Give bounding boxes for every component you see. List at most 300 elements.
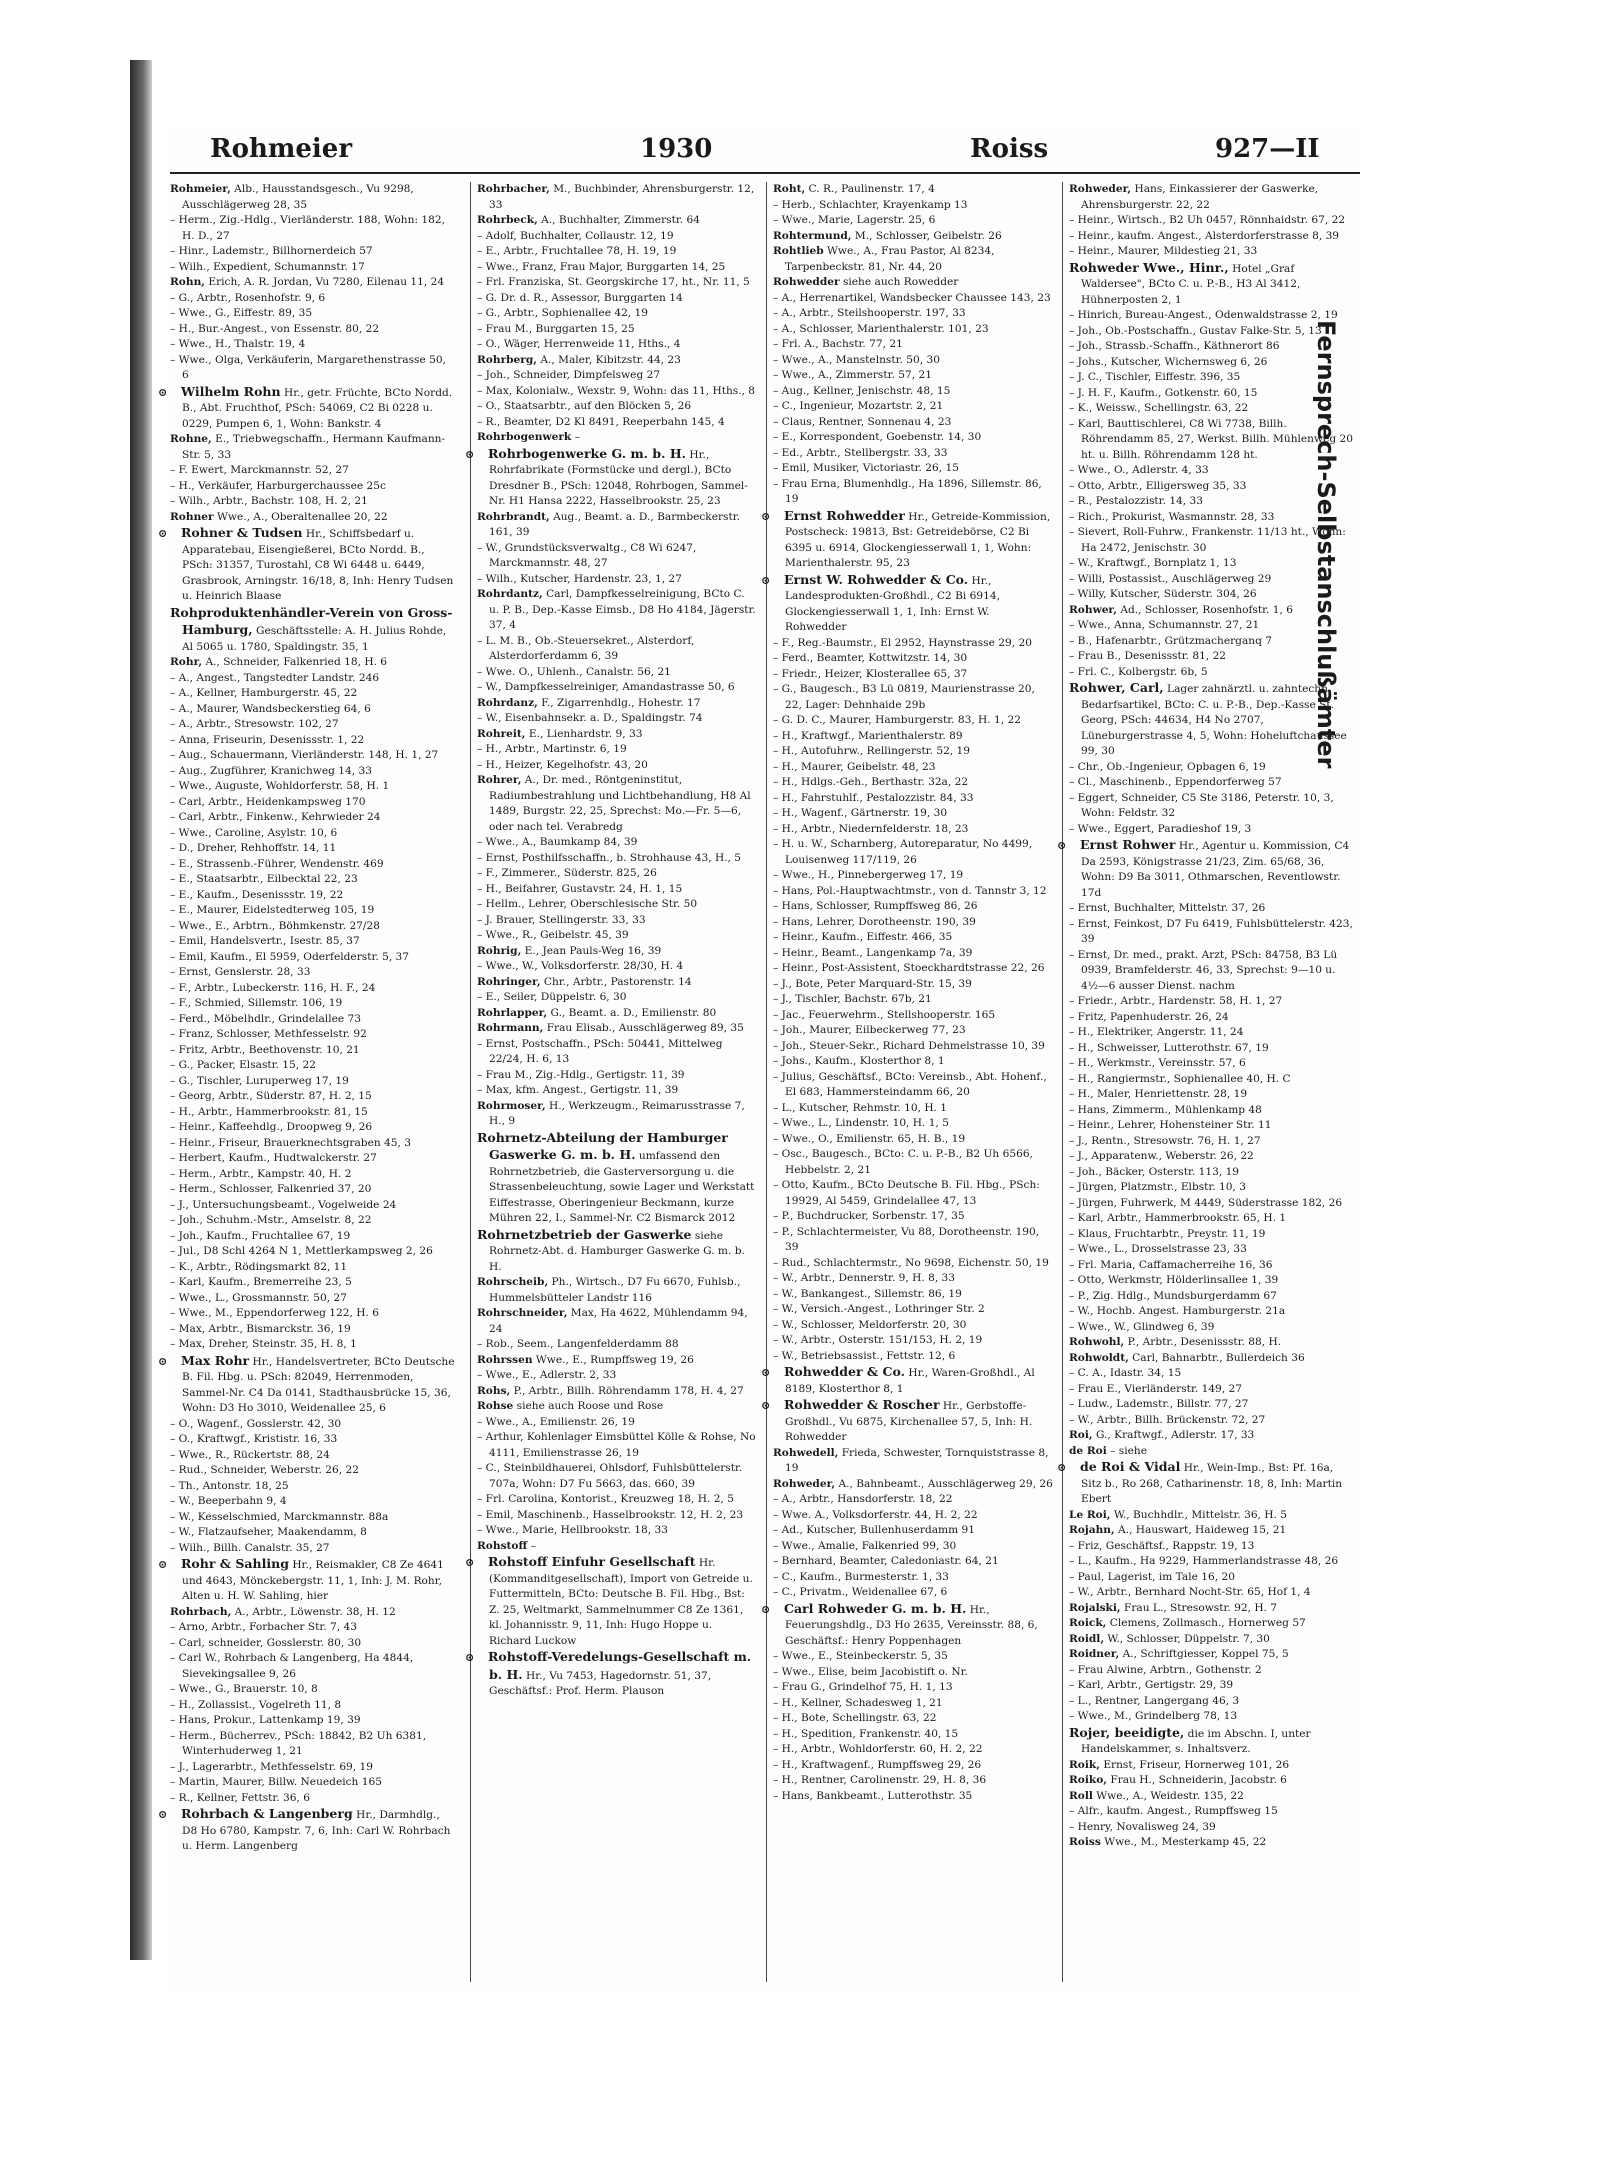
entry-details: Erich, A. R. Jordan, Vu 7280, Eilenau 11, 24 — [208, 276, 445, 288]
entry-details: – H., Maler, Henriettenstr. 28, 19 — [1069, 1088, 1248, 1100]
directory-entry — [773, 461, 1053, 477]
entry-details: – siehe — [1110, 1444, 1147, 1457]
entry-details: – Paul, Lagerist, im Tale 16, 20 — [1069, 1570, 1235, 1583]
directory-entry — [1069, 182, 1355, 213]
directory-entry — [773, 1271, 1053, 1287]
directory-entry — [773, 1585, 1053, 1601]
entry-details: – Georg, Arbtr., Süderstr. 87, H. 2, 15 — [170, 1090, 372, 1102]
directory-entry — [773, 1008, 1053, 1024]
entry-details: – L., Rentner, Langergang 46, 3 — [1069, 1694, 1240, 1707]
entry-details: – Wwe., L., Lindenstr. 10, H. 1, 5 — [773, 1117, 949, 1129]
directory-entry — [761, 1397, 1053, 1446]
directory-entry — [170, 1791, 456, 1807]
directory-entry — [170, 903, 456, 919]
directory-entry — [773, 868, 1053, 884]
entry-details: – Anna, Friseurin, Desenissstr. 1, 22 — [170, 733, 365, 746]
entry-details: – Otto, Kaufm., BCto Deutsche B. Fil. Hbg., PSch: 19929, Al 5459, Grindelallee 47, 13 — [773, 1179, 1040, 1207]
entry-details: – W., Betriebsassist., Fettstr. 12, 6 — [773, 1349, 956, 1362]
entry-details: – H., Autofuhrw., Rellingerstr. 52, 19 — [773, 745, 971, 757]
entry-name: Rohrbogenwerke G. m. b. H. — [488, 445, 686, 461]
entry-details: umfassend den Rohrnetzbetrieb, die Gasterversorgung u. die Strassenbeleuchtung, sowie Lager und Werkstatt Eiffestrasse, Oberingenieur Beckmann, kurze Mühren 22, I., Sammel-Nr. C2 Bismarck 2012 — [489, 1150, 755, 1224]
entry-details: – Heinr., Kaffeehdlg., Droopweg 9, 26 — [170, 1121, 373, 1133]
entry-details: – Wilh., Billh. Canalstr. 35, 27 — [170, 1541, 330, 1554]
directory-entry — [477, 959, 757, 975]
entry-details: – Max, kfm. Angest., Gertigstr. 11, 39 — [477, 1084, 679, 1096]
entry-details: – Ernst, Dr. med., prakt. Arzt, PSch: 84758, B3 Lü 0939, Bramfelderstr. 46, 33, Sprechst: 9—10 u. 4½—6 ausser Dienst. nachm — [1069, 948, 1338, 992]
directory-entry — [477, 758, 757, 774]
entry-details: – G., Tischler, Luruperweg 17, 19 — [170, 1074, 349, 1087]
directory-entry — [477, 866, 757, 882]
entry-details: A., Arbtr., Löwenstr. 38, H. 12 — [234, 1605, 396, 1618]
directory-entry — [477, 665, 757, 681]
entry-details: – Hans, Prokur., Lattenkamp 19, 39 — [170, 1714, 361, 1726]
entry-name: Rohmeier, — [170, 183, 231, 195]
entry-details: – Wwe., E., Arbtrn., Böhmkenstr. 27/28 — [170, 919, 380, 932]
entry-details: Ad., Schlosser, Rosenhofstr. 1, 6 — [1120, 603, 1293, 616]
directory-entry — [477, 1399, 757, 1415]
entry-details: – Herm., Zig.-Hdlg., Vierländerstr. 188, Wohn: 182, H. D., 27 — [170, 214, 445, 242]
directory-entry — [773, 1209, 1053, 1225]
entry-details: – J., Bote, Peter Marquard-Str. 15, 39 — [773, 977, 972, 990]
directory-entry — [773, 822, 1053, 838]
entry-details: – H., Hdlgs.-Geh., Berthastr. 32a, 22 — [773, 776, 969, 788]
entry-details: Chr., Arbtr., Pastorenstr. 14 — [543, 975, 692, 988]
directory-entry — [773, 651, 1053, 667]
directory-entry — [170, 1306, 456, 1322]
directory-entry — [170, 479, 456, 495]
entry-details: – C., Steinbildhauerei, Ohlsdorf, Fuhlsbüttelerstr. 707a, Wohn: D7 Fu 5663, das. 660, 39 — [477, 1462, 743, 1490]
directory-entry — [170, 1479, 456, 1495]
entry-details: Alb., Hausstandsgesch., Vu 9298, Ausschlägerweg 28, 35 — [182, 183, 414, 211]
entry-details: – Wwe., L., Drosselstrasse 23, 33 — [1069, 1243, 1247, 1255]
entry-details: E., Lienhardstr. 9, 33 — [528, 727, 643, 740]
entry-details: – F. Ewert, Marckmannstr. 52, 27 — [170, 464, 349, 476]
entry-name: Roidner, — [1069, 1648, 1120, 1660]
entry-details: Hr., Agentur u. Kommission, C4 Da 2593, Königstrasse 21/23, Zim. 65/68, 36, Wohn: D9 Ba 3011, Othmarschen, Reventlowstr. 17d — [1081, 840, 1350, 899]
entry-name: Rohrer, — [477, 774, 522, 786]
directory-entry — [773, 806, 1053, 822]
entry-name: Rohne, — [170, 433, 212, 445]
entry-name: Rohrmoser, — [477, 1099, 546, 1112]
entry-details: – Adolf, Buchhalter, Collaustr. 12, 19 — [477, 229, 674, 242]
entry-details: – Frau M., Zig.-Hdlg., Gertigstr. 11, 39 — [477, 1068, 685, 1081]
entry-details: – Hinr., Lademstr., Billhornerdeich 57 — [170, 245, 373, 257]
directory-entry — [773, 1070, 1053, 1101]
directory-entry — [1069, 1773, 1355, 1789]
entry-details: – Karl, Arbtr., Hammerbrookstr. 65, H. 1 — [1069, 1212, 1287, 1224]
directory-entry — [170, 1291, 456, 1307]
entry-name: Rohrbach, — [170, 1605, 232, 1618]
entry-details: – H., Arbtr., Hammerbrookstr. 81, 15 — [170, 1105, 368, 1118]
directory-entry — [773, 1773, 1053, 1789]
entry-details: – J. H. F., Kaufm., Gotkenstr. 60, 15 — [1069, 386, 1258, 399]
entry-details: – Joh., Kaufm., Fruchtallee 67, 19 — [170, 1229, 351, 1242]
entry-details: – Heinr., Friseur, Brauerknechtsgraben 45, 3 — [170, 1136, 411, 1149]
directory-entry — [773, 275, 1053, 291]
directory-entry — [773, 837, 1053, 868]
entry-details: siehe Rohrnetz-Abt. d. Hamburger Gaswerke G. m. b. H. — [489, 1229, 745, 1273]
entry-name: Rohner & Tudsen — [181, 525, 303, 540]
directory-entry — [170, 1275, 456, 1291]
entry-details: – H., Kraftwgf., Marienthalerstr. 89 — [773, 729, 963, 742]
entry-name: Rohs, — [477, 1384, 511, 1397]
directory-entry — [170, 981, 456, 997]
entry-details: – Chr., Ob.-Ingenieur, Opbagen 6, 19 — [1069, 760, 1266, 773]
directory-entry — [1069, 213, 1355, 229]
directory-entry — [477, 1021, 757, 1037]
directory-entry — [477, 1368, 757, 1384]
directory-page — [158, 130, 1360, 1990]
entry-details: – Ernst, Feinkost, D7 Fu 6419, Fuhlsbüttelerstr. 423, 39 — [1069, 917, 1353, 945]
directory-entry — [477, 415, 757, 431]
directory-entry — [773, 977, 1053, 993]
entry-details: – Rud., Schneider, Weberstr. 26, 22 — [170, 1464, 359, 1476]
entry-details: – Herm., Schlosser, Falkenried 37, 20 — [170, 1183, 372, 1195]
entry-name: Roi, — [1069, 1429, 1093, 1441]
entry-name: Roick, — [1069, 1617, 1107, 1629]
entry-details: – Joh., Maurer, Eilbeckerweg 77, 23 — [773, 1024, 966, 1036]
directory-entry — [170, 1463, 456, 1479]
entry-name: Rohstoff Einfuhr Gesellschaft — [488, 1554, 696, 1569]
entry-name: Rohwohl, — [1069, 1336, 1125, 1348]
entry-details: – Ernst, Genslerstr. 28, 33 — [170, 966, 311, 978]
entry-details: – Otto, Arbtr., Elligersweg 35, 33 — [1069, 479, 1247, 492]
directory-entry — [477, 244, 757, 260]
directory-entry — [477, 897, 757, 913]
entry-details: – Otto, Werkmstr, Hölderlinsallee 1, 39 — [1069, 1274, 1279, 1286]
directory-entry — [773, 1446, 1053, 1477]
header-year: 1930 — [640, 134, 713, 164]
entry-details: – Klaus, Fruchtarbtr., Preystr. 11, 19 — [1069, 1227, 1266, 1240]
directory-entry — [773, 1492, 1053, 1508]
entry-details: – Hans, Pol.-Hauptwachtmstr., von d. Tannstr 3, 12 — [773, 884, 1047, 897]
entry-details: – Heinr., Post-Assistent, Stoeckhardtstrasse 22, 26 — [773, 962, 1045, 974]
entry-details: – F., Arbtr., Lubeckerstr. 116, H. F., 24 — [170, 981, 376, 994]
entry-details: – Karl, Bauttischlerei, C8 Wi 7738, Billh. Röhrendamm 85, 27, Werkst. Billh. Mühlenweg 20 ht. u. Billh. Röhrendamm 128 ht. — [1069, 417, 1353, 461]
entry-details: F., Zigarrenhdlg., Hohestr. 17 — [541, 696, 701, 709]
entry-details: – J. C., Tischler, Eiffestr. 396, 35 — [1069, 371, 1241, 383]
directory-entry — [761, 571, 1053, 636]
entry-details: – Aug., Schauermann, Vierländerstr. 148, H. 1, 27 — [170, 749, 439, 761]
entry-details: – C., Privatm., Weidenallee 67, 6 — [773, 1586, 948, 1598]
entry-name: Rohrbeck, — [477, 214, 538, 226]
directory-entry — [170, 1775, 456, 1791]
side-strip-title: Fernsprech-Selbstanschlußämter — [1312, 320, 1340, 769]
entry-details: – W., Kesselschmied, Marckmannstr. 88a — [170, 1510, 389, 1523]
entry-details: – Osc., Baugesch., BCto: C. u. P.-B., B2 Uh 6566, Hebbelstr. 2, 21 — [773, 1148, 1033, 1176]
entry-details: – Arno, Arbtr., Forbacher Str. 7, 43 — [170, 1621, 357, 1633]
entry-details: – L., Kutscher, Rehmstr. 10, H. 1 — [773, 1101, 948, 1114]
directory-entry — [170, 494, 456, 510]
entry-details: – G. D. C., Maurer, Hamburgerstr. 83, H. 1, 22 — [773, 714, 1021, 726]
entry-details: – Emil, Musiker, Victoriastr. 26, 15 — [773, 462, 959, 474]
phone-marker-icon: ⊙ — [465, 447, 475, 461]
entry-details: Ph., Wirtsch., D7 Fu 6670, Fuhlsb., Hummelsbütteler Landstr 116 — [489, 1276, 741, 1304]
directory-entry — [1069, 1804, 1355, 1820]
entry-details: P., Arbtr., Desenissstr. 88, H. — [1127, 1336, 1282, 1348]
scan-binding-edge — [130, 60, 152, 1960]
entry-details: – Carl, Arbtr., Heidenkampsweg 170 — [170, 795, 366, 808]
entry-details: – Ernst, Postschaffn., PSch: 50441, Mittelweg 22/24, H. 6, 13 — [477, 1037, 723, 1065]
entry-details: – Jul., D8 Schl 4264 N 1, Mettlerkampsweg 2, 26 — [170, 1245, 433, 1257]
entry-details: – — [530, 1539, 536, 1552]
entry-details: – Rob., Seem., Langenfelderdamm 88 — [477, 1338, 679, 1350]
entry-details: – Bernhard, Beamter, Caledoniastr. 64, 21 — [773, 1555, 999, 1567]
directory-entry — [477, 572, 757, 588]
entry-details: – Heinr., Maurer, Mildestieg 21, 33 — [1069, 245, 1258, 257]
entry-details: – Wwe., E., Steinbeckerstr. 5, 35 — [773, 1650, 948, 1662]
entry-details: – H., Elektriker, Angerstr. 11, 24 — [1069, 1026, 1244, 1038]
directory-entry — [170, 1089, 456, 1105]
directory-entry — [170, 1337, 456, 1353]
entry-name: Roll — [1069, 1789, 1093, 1802]
directory-entry — [170, 463, 456, 479]
directory-entry — [477, 975, 757, 991]
directory-entry — [477, 696, 757, 712]
entry-details: – E., Seiler, Düppelstr. 6, 30 — [477, 991, 627, 1003]
directory-entry — [477, 1492, 757, 1508]
entry-details: – Wwe., W., Glindweg 6, 39 — [1069, 1320, 1215, 1333]
entry-name: Rohrbrandt, — [477, 510, 550, 523]
directory-entry — [170, 1182, 456, 1198]
entry-details: – W., Versich.-Angest., Lothringer Str. 2 — [773, 1303, 985, 1315]
directory-entry — [1069, 1725, 1355, 1758]
directory-entry — [170, 1541, 456, 1557]
entry-name: Rohwedder & Roscher — [784, 1397, 940, 1412]
directory-entry — [477, 430, 757, 446]
entry-details: Hr., Feuerungshdlg., D3 Ho 2635, Vereinsstr. 88, 6, Geschäftsf.: Henry Poppenhagen — [785, 1603, 1038, 1647]
entry-details: – Claus, Rentner, Sonnenau 4, 23 — [773, 415, 952, 428]
directory-entry — [773, 636, 1053, 652]
entry-details: – Herbert, Kaufm., Hudtwalckerstr. 27 — [170, 1152, 377, 1164]
entry-name: Rohwer, — [1069, 603, 1117, 616]
entry-details: – P., Buchdrucker, Sorbenstr. 17, 35 — [773, 1210, 965, 1222]
directory-entry — [477, 634, 757, 665]
phone-marker-icon: ⊙ — [761, 1602, 771, 1616]
phone-marker-icon: ⊙ — [1057, 839, 1067, 852]
entry-name: Roiko, — [1069, 1774, 1107, 1786]
entry-name: Carl Rohweder G. m. b. H. — [784, 1600, 967, 1616]
directory-entry — [170, 1027, 456, 1043]
entry-name: Rohrdantz, — [477, 588, 543, 600]
entry-details: – Wwe., Caroline, Asylstr. 10, 6 — [170, 826, 338, 839]
entry-details: – Wwe., G., Brauerstr. 10, 8 — [170, 1683, 318, 1695]
entry-name: Rohrschneider, — [477, 1307, 568, 1319]
entry-name: Rohreit, — [477, 727, 526, 740]
directory-entry — [773, 682, 1053, 713]
directory-entry — [170, 1417, 456, 1433]
directory-entry — [773, 713, 1053, 729]
entry-details: Wwe., M., Mesterkamp 45, 22 — [1104, 1836, 1267, 1848]
directory-entry — [170, 1167, 456, 1183]
entry-details: – Wwe., Eggert, Paradieshof 19, 3 — [1069, 822, 1252, 835]
directory-entry — [170, 655, 456, 671]
directory-entry — [170, 1229, 456, 1245]
entry-details: – Friz, Geschäftsf., Rappstr. 19, 13 — [1069, 1539, 1255, 1552]
entry-details: – Franz, Schlosser, Methfesselstr. 92 — [170, 1028, 367, 1040]
entry-details: Hr., getr. Früchte, BCto Nordd. B., Abt. Fruchthof, PSch: 54069, C2 Bi 0228 u. 0229, Pumpen 6, 1, Wohn: Bankstr. 4 — [182, 386, 453, 430]
directory-entry — [170, 764, 456, 780]
directory-entry — [773, 1554, 1053, 1570]
directory-entry — [773, 1349, 1053, 1365]
directory-entry — [170, 353, 456, 384]
entry-name: Ernst W. Rohwedder & Co. — [784, 571, 969, 587]
directory-entry — [477, 1099, 757, 1130]
entry-details: – A., Arbtr., Hansdorferstr. 18, 22 — [773, 1493, 953, 1505]
entry-details: – Herb., Schlachter, Krayenkamp 13 — [773, 198, 968, 211]
entry-details: Hr., Landesprodukten-Großhdl., C2 Bi 6914, Glockengiesserwall 1, 1, Inh: Ernst W. Rohwedder — [785, 574, 1000, 633]
entry-details: – Wwe., Marie, Lagerstr. 25, 6 — [773, 214, 936, 226]
directory-entry — [773, 775, 1053, 791]
directory-entry — [773, 1539, 1053, 1555]
directory-entry — [170, 795, 456, 811]
entry-details: – W., Arbtr., Bernhard Nocht-Str. 65, Hof 1, 4 — [1069, 1586, 1311, 1598]
directory-entry — [477, 510, 757, 541]
entry-details: – H., Rentner, Carolinenstr. 29, H. 8, 36 — [773, 1774, 987, 1786]
directory-column-3 — [761, 182, 1053, 1982]
entry-details: – W., Schlosser, Meldorferstr. 20, 30 — [773, 1318, 967, 1331]
entry-details: – Ferd., Möbelhdlr., Grindelallee 73 — [170, 1012, 361, 1025]
directory-entry — [773, 1101, 1053, 1117]
entry-details: – Frl. C., Kolbergstr. 6b, 5 — [1069, 665, 1208, 678]
entry-name: Rohrberg, — [477, 353, 537, 366]
directory-entry — [477, 399, 757, 415]
directory-entry — [773, 1039, 1053, 1055]
entry-details: – H., Kraftwagenf., Rumpffsweg 29, 26 — [773, 1758, 982, 1771]
entry-name: de Roi & Vidal — [1080, 1459, 1181, 1474]
directory-entry — [477, 913, 757, 929]
entry-name: Rohrig, — [477, 944, 522, 957]
entry-details: – H., Schweisser, Lutterothstr. 67, 19 — [1069, 1041, 1269, 1054]
entry-details: – W., Hochb. Angest. Hamburgerstr. 21a — [1069, 1305, 1286, 1317]
entry-name: Rohweder Wwe., Hinr., — [1069, 259, 1229, 275]
directory-entry — [477, 213, 757, 229]
directory-entry — [773, 182, 1053, 198]
entry-details: – Wilh., Expedient, Schumannstr. 17 — [170, 260, 365, 273]
entry-details: – G., Packer, Elsastr. 15, 22 — [170, 1059, 316, 1071]
entry-details: – F., Schmied, Sillemstr. 106, 19 — [170, 997, 343, 1009]
entry-details: – Karl, Arbtr., Gertigstr. 29, 39 — [1069, 1679, 1234, 1691]
entry-details: – Wwe., A., Manstelnstr. 50, 30 — [773, 353, 940, 366]
entry-name: Rohstoff — [477, 1539, 528, 1552]
entry-details: – G., Arbtr., Sophienallee 42, 19 — [477, 307, 649, 319]
entry-details: – H., Fahrstuhlf., Pestalozzistr. 84, 33 — [773, 791, 974, 804]
directory-entry — [477, 368, 757, 384]
entry-details: W., Schlosser, Düppelstr. 7, 30 — [1107, 1632, 1270, 1645]
entry-details: – A., Kellner, Hamburgerstr. 45, 22 — [170, 687, 358, 699]
directory-entry — [170, 1012, 456, 1028]
entry-details: – H., Heizer, Kegelhofstr. 43, 20 — [477, 758, 648, 771]
entry-name: Roiss — [1069, 1836, 1101, 1848]
directory-entry — [170, 857, 456, 873]
entry-details: – Johs., Kutscher, Wichernsweg 6, 26 — [1069, 355, 1268, 368]
directory-entry — [477, 1415, 757, 1431]
entry-details: – J. Brauer, Stellingerstr. 33, 33 — [477, 913, 646, 926]
entry-name: Rohwedder — [773, 276, 840, 288]
directory-entry — [477, 990, 757, 1006]
entry-details: siehe auch Roose und Rose — [516, 1400, 664, 1412]
directory-entry — [170, 717, 456, 733]
directory-entry — [477, 742, 757, 758]
entry-details: – Heinr., Kaufm., Eiffestr. 466, 35 — [773, 931, 953, 943]
directory-entry — [773, 1147, 1053, 1178]
directory-entry — [170, 291, 456, 307]
directory-entry — [773, 946, 1053, 962]
entry-details: M., Buchbinder, Ahrensburgerstr. 12, 33 — [489, 183, 755, 211]
directory-entry — [477, 851, 757, 867]
entry-details: Geschäftsstelle: A. H. Julius Rohde, Al 5065 u. 1780, Spaldingstr. 35, 1 — [182, 625, 447, 653]
entry-details: – O., Wagenf., Gosslerstr. 42, 30 — [170, 1417, 342, 1430]
entry-details: – E., Strassenb.-Führer, Wendenstr. 469 — [170, 857, 384, 870]
entry-details: – H., Arbtr., Wohldorferstr. 60, H. 2, 22 — [773, 1743, 983, 1755]
directory-entry — [773, 1711, 1053, 1727]
directory-entry — [773, 198, 1053, 214]
directory-entry — [170, 748, 456, 764]
entry-details: – Frl. Carolina, Kontorist., Kreuzweg 18, H. 2, 5 — [477, 1493, 734, 1505]
entry-details: – G., Baugesch., B3 Lü 0819, Maurienstrasse 20, 22, Lager: Dehnhaide 29b — [773, 683, 1035, 711]
entry-details: – O., Staatsarbtr., auf den Blöcken 5, 26 — [477, 400, 692, 412]
entry-details: – Johs., Kaufm., Klosterthor 8, 1 — [773, 1055, 945, 1067]
directory-entry — [773, 1523, 1053, 1539]
entry-details: – Emil, Kaufm., El 5959, Oderfelderstr. 5, 37 — [170, 950, 410, 963]
directory-entry — [170, 686, 456, 702]
directory-entry — [773, 744, 1053, 760]
entry-details: – E., Kaufm., Desenissstr. 19, 22 — [170, 888, 344, 901]
entry-details: – Frau Alwine, Arbtrn., Gothenstr. 2 — [1069, 1663, 1262, 1676]
directory-entry — [170, 872, 456, 888]
directory-entry — [465, 445, 757, 510]
directory-entry — [477, 1227, 757, 1276]
entry-details: Hr., Gerbstoffe-Großhdl., Vu 6875, Kirchenallee 57, 5, Inh: H. Rohwedder — [785, 1400, 1033, 1443]
entry-details: – B., Hafenarbtr., Grützmacherganq 7 — [1069, 634, 1272, 647]
directory-entry — [477, 1083, 757, 1099]
directory-entry — [170, 1729, 456, 1760]
directory-entry — [773, 477, 1053, 508]
entry-details: Hr., Vu 7453, Hagedornstr. 51, 37, Geschäftsf.: Prof. Herm. Plauson — [489, 1669, 712, 1697]
directory-entry — [773, 1570, 1053, 1586]
entry-details: – Ed., Arbtr., Stellbergstr. 33, 33 — [773, 446, 948, 459]
directory-entry — [773, 1333, 1053, 1349]
entry-details: – H., Bote, Schellingstr. 63, 22 — [773, 1712, 937, 1724]
entry-details: – Joh., Strassb.-Schaffn., Käthnerort 86 — [1069, 340, 1280, 352]
entry-details: – Joh., Schuhm.-Mstr., Amselstr. 8, 22 — [170, 1214, 372, 1226]
directory-entry — [773, 1727, 1053, 1743]
entry-details: – P., Schlachtermeister, Vu 88, Dorotheenstr. 190, 39 — [773, 1225, 1040, 1253]
phone-marker-icon: ⊙ — [761, 509, 771, 523]
directory-entry — [170, 337, 456, 353]
entry-name: Rohweder, — [773, 1477, 836, 1490]
entry-details: – Fritz, Arbtr., Beethovenstr. 10, 21 — [170, 1043, 360, 1056]
entry-details: – Martin, Maurer, Billw. Neuedeich 165 — [170, 1776, 382, 1788]
entry-details: – Ludw., Lademstr., Billstr. 77, 27 — [1069, 1398, 1249, 1410]
entry-details: – W., Arbtr., Billh. Brückenstr. 72, 27 — [1069, 1413, 1266, 1426]
entry-details: – Max, Dreher, Steinstr. 35, H. 8, 1 — [170, 1338, 357, 1350]
entry-details: – K., Weissw., Schellingstr. 63, 22 — [1069, 402, 1249, 414]
directory-entry — [773, 1287, 1053, 1303]
entry-details: die im Abschn. I, unter Handelskammer, s. Inhaltsverz. — [1081, 1727, 1311, 1755]
entry-name: Rohner — [170, 510, 214, 523]
entry-details: H., Werkzeugm., Reimarusstrasse 7, H., 9 — [489, 1099, 745, 1127]
directory-entry — [170, 1713, 456, 1729]
entry-details: – Frau Erna, Blumenhdlg., Ha 1896, Sillemstr. 86, 19 — [773, 477, 1042, 505]
directory-entry — [477, 229, 757, 245]
entry-details: – Hinrich, Bureau-Angest., Odenwaldstrasse 2, 19 — [1069, 309, 1338, 321]
directory-entry — [170, 888, 456, 904]
entry-details: – H., Kellner, Schadesweg 1, 21 — [773, 1696, 943, 1709]
directory-entry — [170, 275, 456, 291]
entry-name: Rohwedder & Co. — [784, 1364, 905, 1379]
entry-details: Ernst, Friseur, Hornerweg 101, 26 — [1103, 1758, 1290, 1771]
